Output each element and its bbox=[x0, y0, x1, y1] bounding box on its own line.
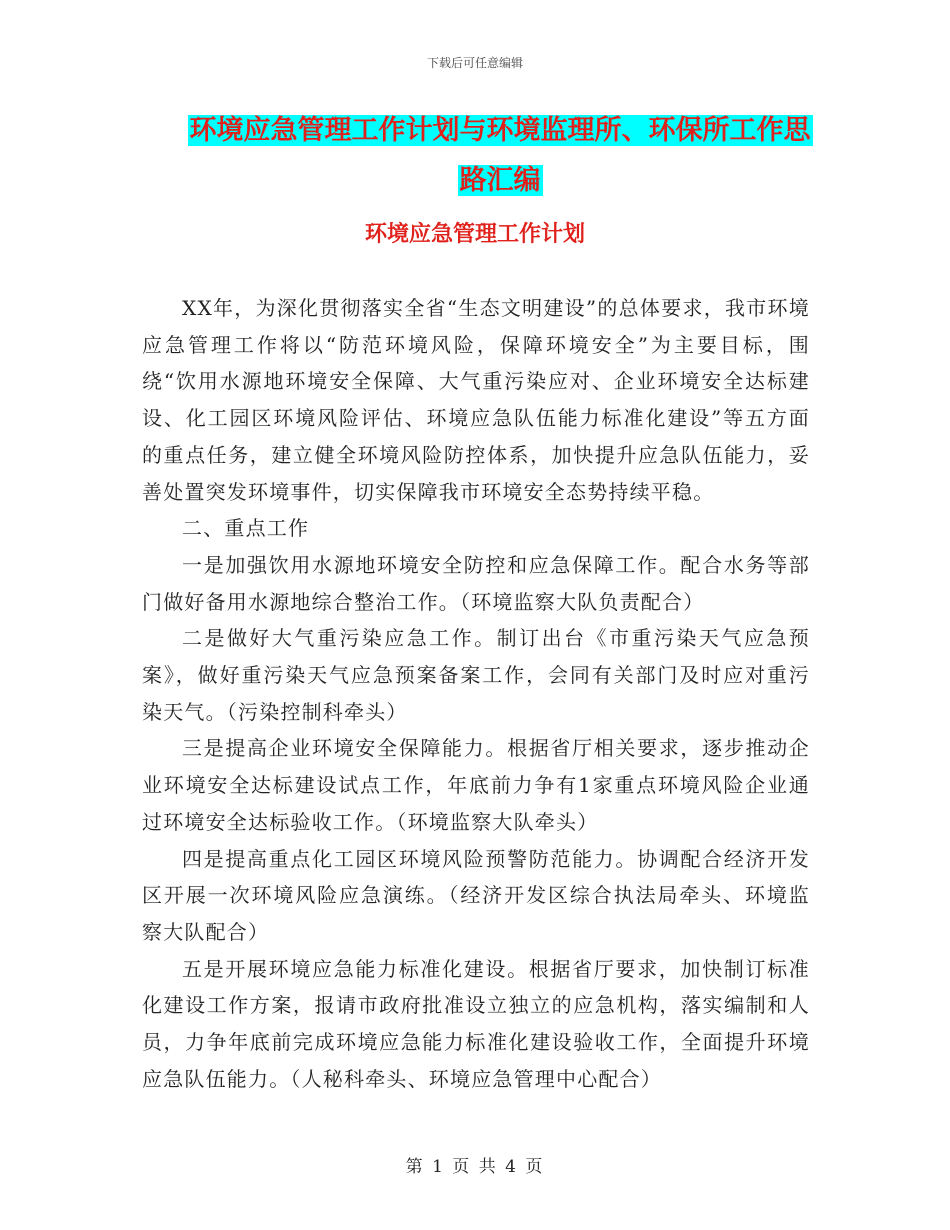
paragraph-item-1: 一是加强饮用水源地环境安全防控和应急保障工作。配合水务等部门做好备用水源地综合整治工作。（环境监察大队负责配合） bbox=[142, 552, 810, 614]
document-body bbox=[142, 290, 810, 1097]
paragraph-intro: XX年，为深化贯彻落实全省“生态文明建设”的总体要求，我市环境应急管理工作将以“防范环境风险，保障环境安全”为主要目标，围绕“饮用水源地环境安全保障、大气重污染应对、企业环境安全达标建设、化工园区环境风险评估、环境应急队伍能力标准化建设”等五方面的重点任务，建立健全环境风险防控体系，加快提升应急队伍能力，妥善处置突发环境事件，切实保障我市环境安全态势持续平稳。 bbox=[142, 296, 810, 504]
title-line-1: 环境应急管理工作计划与环境监理所、环保所工作思 bbox=[189, 115, 811, 146]
paragraph-item-3: 三是提高企业环境安全保障能力。根据省厅相关要求，逐步推动企业环境安全达标建设试点工作，年底前力争有1家重点环境风险企业通过环境安全达标验收工作。（环境监察大队牵头） bbox=[142, 736, 810, 834]
page-indicator: 第 1 页 共 4 页 bbox=[405, 1157, 545, 1177]
paragraph-item-2: 二是做好大气重污染应急工作。制订出台《市重污染天气应急预案》，做好重污染天气应急预案备案工作，会同有关部门及时应对重污染天气。（污染控制科牵头） bbox=[142, 626, 810, 724]
paragraph-item-4: 四是提高重点化工园区环境风险预警防范能力。协调配合经济开发区开展一次环境风险应急演练。（经济开发区综合执法局牵头、环境监察大队配合） bbox=[142, 846, 810, 944]
download-note: 下载后可任意编辑 bbox=[426, 56, 523, 70]
section-title: 环境应急管理工作计划 bbox=[364, 222, 585, 247]
document-title bbox=[150, 106, 850, 206]
title-line-2: 路汇编 bbox=[459, 165, 541, 196]
paragraph-heading-key-work: 二、重点工作 bbox=[182, 516, 310, 541]
paragraph-item-5: 五是开展环境应急能力标准化建设。根据省厅要求，加快制订标准化建设工作方案，报请市政府批准设立独立的应急机构，落实编制和人员，力争年底前完成环境应急能力标准化建设验收工作，全面提升环境应急队伍能力。（人秘科牵头、环境应急管理中心配合） bbox=[142, 956, 810, 1091]
